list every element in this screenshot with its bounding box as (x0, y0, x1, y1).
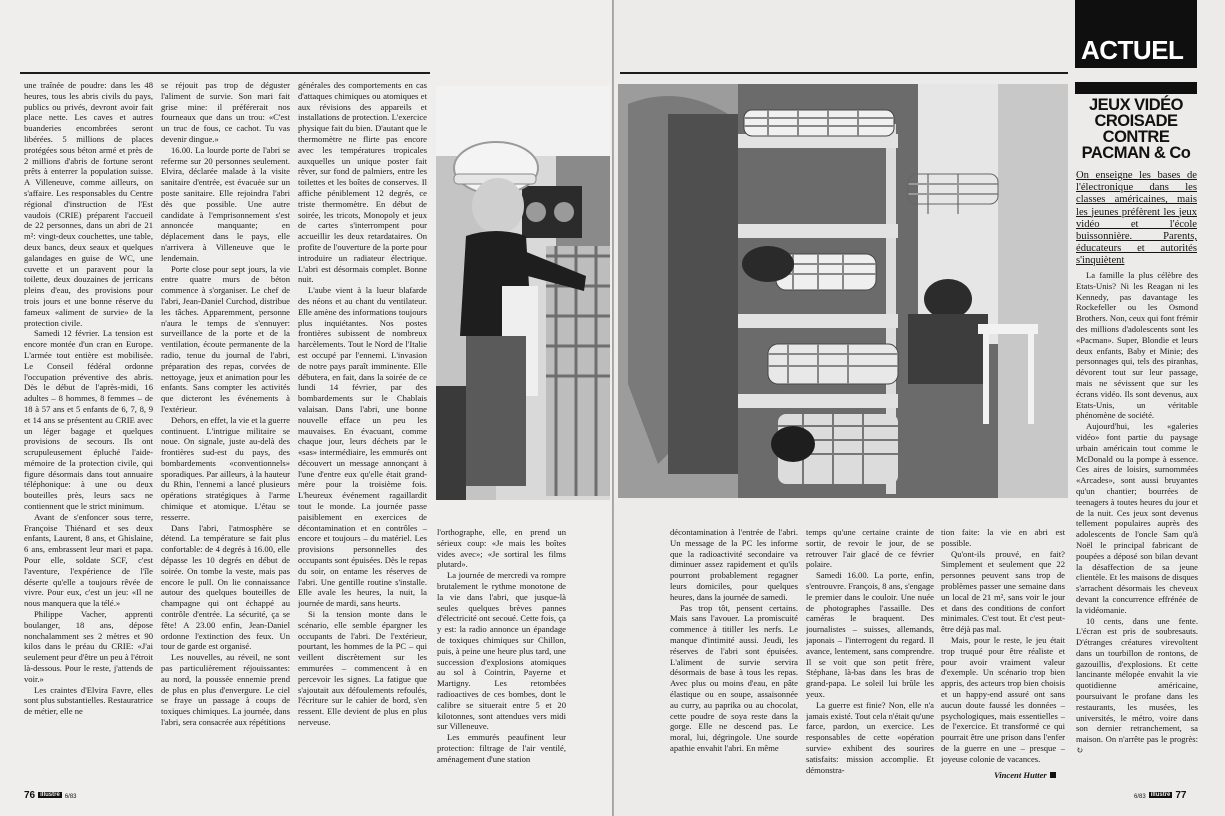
paragraph: Dehors, en effet, la vie et la guerre continuent. L'intrigue militaire se noue. On signale, juste au-delà des frontières sud-est du pays, des bombardements «conventionnels» sporadiques. Par ailleurs, à la hauteur du Rhin, l'ennemi a lancé plusieurs opérations stratégiques à l'arme chimique et atomique. L'étau se resserre. (161, 414, 290, 522)
paragraph: Dans l'abri, l'atmosphère se détend. La température se fait plus confortable: de 4 degrés à 16.00, elle dépasse les 10 degrés en début de soirée. On tombe la veste, mais pas encore le pull. On lie connaissance autour des quelques bouteilles de champagne qui ont échappé au contrôle d'entrée. La sécurité, ça se fête! A 23.00 enfin, Jean-Daniel ordonne l'extinction des feux. Un tour de garde est organisé. (161, 522, 290, 652)
paragraph: Les nouvelles, au réveil, ne sont pas particulièrement réjouissantes: au nord, la poussée ennemie prend de plus en plus d'envergure. Le ciel se fraye un passage à coups de toxiques chimiques. La journée, dans l'abri, sera consacrée aux répétitions (161, 652, 290, 728)
page-number: 77 (1175, 790, 1187, 801)
left-column-2 (161, 80, 290, 780)
magazine-logo: illustré (1150, 792, 1171, 799)
author-name: Vincent Hutter (994, 770, 1047, 780)
paragraph: temps qu'une certaine crainte de sortir, de revoir le jour, de se retrouver l'air glacé de ce février polaire. (806, 527, 934, 570)
paragraph: Porte close pour sept jours, la vie entre quatre murs de béton commence à s'organiser. Le chef de l'abri, Jean-Daniel Curchod, distribue les tâches. Apparemment, personne n'aura le temps de s'ennuyer: surveillance de la porte et de la ventilation, écoute permanente de la radio, tenue du journal de l'abri, préparation des repas, corvées de nettoyage, jeux et animation pour les enfants. Sans compter les activités que dicteront les événements à l'extérieur. (161, 263, 290, 414)
paragraph: Avant de s'enfoncer sous terre, Françoise Thiénard et ses deux enfants, Laurent, 8 ans, et Ghislaine, 6 ans, embrassent leur mari et papa. Pour elle, soldate SCF, c'est l'aventure, l'expérience de l'île déserte qu'elle a toujours rêvée de vivre. Pour eux, c'est un jeu: «Il ne nous manquera que la télé.» (24, 511, 153, 609)
top-rule (20, 72, 430, 74)
right-page (614, 0, 1225, 816)
right-column-3 (941, 527, 1065, 769)
paragraph: Samedi 16.00. La porte, enfin, s'entrouvre. François, 8 ans, s'engage le premier dans le couloir. Une nuée de photographes l'assaille. Des caméras le braquent. Des journalistes – suisses, allemands, japonais – l'interrogent du regard. Il avance, lentement, sans comprendre. Il se voit que son petit frère, Stéphane, là-bas dans les bras de grand-papa. Le soleil lui brûle les yeux. (806, 570, 934, 699)
right-column-2 (806, 527, 934, 777)
paragraph: La guerre est finie? Non, elle n'a jamais existé. Tout cela n'était qu'une farce, pardon, un exercice. Les responsables de cette «opération survie» exhibent des sourires satisfaits: mission accomplie. Et démonstra- (806, 699, 934, 775)
photo-child-with-helmet (436, 86, 610, 500)
paragraph: Qu'ont-ils prouvé, en fait? Simplement et seulement que 22 personnes peuvent sans trop de problèmes passer une semaine dans un local de 21 m², sans voir le jour et dans des conditions de confort minimales. C'est tout. Et c'est peut-être déjà pas mal. (941, 548, 1065, 635)
article-lead (1076, 170, 1197, 268)
paragraph: se réjouit pas trop de déguster l'aliment de survie. Son mari fait grise mine: il préférerait nos fourneaux que dans un trou: «C'est un truc de fous, ce cachot. Tu vas devenir dingue.» (161, 80, 290, 144)
section-bar (1075, 82, 1197, 94)
paragraph: L'aube vient à la lueur blafarde des néons et au chant du ventilateur. Elle amène des informations toujours plus inquiétantes. Nos postes frontières subissent de nombreux harcèlements. Tout le Nord de l'Italie est occupé par l'ennemi. L'invasion de notre pays paraît imminente. Elle débutera, en fait, dans la soirée de ce lundi 14 février, par des bombardements sur le Chablais valaisan. Dans l'abri, une bonne nouvelle efface un peu les mauvaises. En évacuant, comme chaque jour, leurs déchets par le «sas» intermédiaire, les emmurés ont découvert un message annonçant à l'une d'entre eux qu'elle était grand-mère pour la troisième fois. L'heureux événement ragaillardit tout le monde. La journée passe paisiblement en exercices de décontamination et en contrôles – encore et toujours – du matériel. Les provisions personnelles des occupants sont épuisées. Dès le repas du soir, on entame les réserves de l'abri. Une gentille routine s'installe. Elle avale les heures, la nuit, la journée de mardi, sans heurts. (298, 285, 427, 609)
paragraph: Les emmurés peaufinent leur protection: filtrage de l'air ventilé, aménagement d'une station (437, 732, 566, 764)
left-page (0, 0, 612, 816)
child-helmet-illustration (436, 86, 610, 500)
paragraph: 10 cents, dans une fente. L'écran est pris de soubresauts. D'étranges créatures virevoltent dans un tourbillon de rontons, de gazouillis, d'explosions. Et cette lancinante mélopée envahit la vie quotidienne américaine, poursuivant le profane dans les restaurants, les musées, les universités, le métro, voire dans son dernier retranchement, sa maison. On n'arrête pas le progrès: ↻ (1076, 615, 1198, 756)
issue-number: 6/83 (1134, 794, 1146, 800)
lead-text: On enseigne les bases de l'électronique dans les classes américaines, mais les jeunes préfèrent les jeux vidéo et l'école buissonnière. Parents, éducateurs et autorités s'inquiètent (1076, 170, 1197, 267)
paragraph: l'orthographe, elle, en prend un sérieux coup: «Je mais les boîtes vides avec»; «Je sortiral les films plutard». (437, 527, 566, 570)
right-folio (1134, 790, 1187, 801)
author-signature (994, 770, 1056, 780)
photo-bunk-beds (618, 84, 1068, 498)
paragraph: Mais, pour le reste, le jeu était trop truqué pour être réaliste et pour avoir vraiment valeur d'exemple. Un scénario trop bien appris, des acteurs trop bien choisis et un happy-end assuré ont sans aucun doute faussé les données – psychologiques, mais essentielles – de l'exercice. Et transformé ce qui pourrait être une prison dans l'enfer de la guerre en une – presque – joyeuse colonie de vacances. (941, 634, 1065, 764)
paragraph: La famille la plus célèbre des Etats-Unis? Ni les Reagan ni les Kennedy, pas davantage les Rockefeller ou les Osmond Brothers. Non, ceux qui font frémir des millions d'adolescents sont les «Pacman». Super, Blondie et leurs deux enfants, Baby et Minie; des personnages qui, tels des piranhas, dévorent tout sur leur passage, mais ne sévissent que sur les écrans vidéo. Ils sont devenus, aux Etats-Unis, un véritable phénomène de société. (1076, 270, 1198, 421)
bunk-beds-illustration (618, 84, 1068, 498)
paragraph: une traînée de poudre: dans les 48 heures, tous les abris civils du pays, publics ou privés, devront avoir fait place nette. Les caves et autres buanderies encombrées seront libérées. 5 millions de places protégées sous béton armé et près de 2 millions d'abris de fortune seront prêts à enterrer la population suisse. A Villeneuve, comme ailleurs, on s'affaire. Les responsables du Centre régional d'instruction de l'Est vaudois (CRIE) préparent l'accueil de 22 personnes, dans un abri de 21 m²: vingt-deux couchettes, une table, deux bancs, deux seaux et quelques galandages en guise de WC, une cuvette et un paravent pour la toilette, deux douzaines de jerricans pleins d'eau, des provisions pour trois jours et une bonne réserve du fameux «aliment de survie» de la protection civile. (24, 80, 153, 328)
paragraph: Philippe Vacher, apprenti boulanger, 18 ans, dépose nonchalamment ses 2 mètres et 90 kilos dans le préau du CRIE: «J'ai seulement peur d'être un peu à l'étroit là-dessous. Pour le reste, j'attends de voir.» (24, 609, 153, 684)
paragraph: générales des comportements en cas d'attaques chimiques ou atomiques et aux révisions des appareils et installations de protection. L'exercice physique fait du bien. D'autant que le thermomètre ne flirte pas encore avec les températures tropicales auxquelles un unique poster fait rêver, sur fond de palmiers, entre les toilettes et les boîtes de conserves. Il affiche péniblement 12 degrés, ce triste thermomètre. En début de soirée, les tricots, Monopoly et jeux de cartes s'interrompent pour accueillir les deux retardataires. On profite de l'ouverture de la porte pour introduire un radiateur électrique. L'abri est désormais complet. Bonne nuit. (298, 80, 427, 285)
paragraph: Si la tension monte dans le scénario, elle semble épargner les occupants de l'abri. De l'extérieur, pourtant, les hommes de la PC – qui veillent discrètement sur les emmurées – commencent à en percevoir les signes. La fatigue que s'ajoutait aux défoulements refoulés, l'écriture sur le cahier de bord, s'en ressent. Elle devient de plus en plus nerveuse. (298, 609, 427, 728)
paragraph: décontamination à l'entrée de l'abri. Un message de la PC les informe que la radioactivité secondaire va diminuer assez rapidement et qu'ils pourront probablement regagner leurs domiciles, pour quelques heures, dans la journée de samedi. (670, 527, 798, 602)
issue-number: 6/83 (64, 794, 77, 800)
right-column-1 (670, 527, 798, 777)
paragraph: Samedi 12 février. La tension est encore montée d'un cran en Europe. L'armée tout entière est mobilisée. Le Conseil fédéral ordonne l'occupation préventive des abris. Dès le début de l'après-midi, 16 adultes – 8 hommes, 8 femmes – de 18 à 57 ans et 5 enfants de 6, 7, 8, 9 et 14 ans se présentent au CRIE avec un léger bagage et quelques provisions de secours. Ils ont scrupuleusement épluché l'aide-mémoire de la protection civile, qui figure désormais dans tout annuaire téléphonique: à une ou deux bouteilles près, leurs sacs ne contiennent que le strict minimum. (24, 328, 153, 512)
left-folio (24, 790, 77, 801)
magazine-logo: illustré (40, 792, 60, 799)
paragraph: Aujourd'hui, les «galeries vidéo» font partie du paysage urbain américain tout comme le McDonald ou la pompe à essence. Ces aires de loisirs, surnommées «Arcades», sont aussi bruyantes qu'un chantier; bourrées de teenagers à toutes heures du jour et de la nuit. Ces jeux sont devenus tellement populaires auprès des adolescents de l'oncle Sam qu'à Noël le principal fabricant de poupées a déposé son bilan devant la désaffection de sa jeune clientèle. Et les maisons de disques s'arrachent désormais les cheveux devant la concurrence effrénée de la vidéomanie. (1076, 421, 1198, 615)
paragraph: 16.00. La lourde porte de l'abri se referme sur 20 personnes seulement. Elvira, déclarée malade à la visite sanitaire d'entrée, est évacuée sur un poste sanitaire. Elle rejoindra l'abri dès que possible. Une autre candidate à l'emprisonnement s'est annoncée manquante; en déplacement dans le pays, elle n'arrivera à Villeneuve que le lendemain. (161, 144, 290, 263)
page-number: 76 (24, 790, 36, 801)
top-rule (620, 72, 1068, 74)
paragraph: Les craintes d'Elvira Favre, elles sont plus substantielles. Restauratrice de métier, elle ne (24, 684, 153, 717)
end-mark-icon (1050, 772, 1056, 778)
paragraph: Pas trop tôt, pensent certains. Mais sans l'avouer. La promiscuité commence à titiller les nerfs. Le manque d'intimité aussi. Jeudi, les réserves de l'abri sont épuisées. L'aliment de survie servira désormais de base à tous les repas. Avec plus ou moins d'eau, en pâte élastique ou en soupe, assaisonnée au curry, au paprika ou au chocolat, cette poudre de soya reste dans la gorge. Elle ne descend pas. Le moral, lui, dégringole. Une sourde apathie envahit l'abri. En même (670, 602, 798, 753)
side-column (1076, 270, 1198, 780)
left-column-3 (298, 80, 427, 780)
article-title: JEUX VIDÉO CROISADE CONTRE PACMAN & Co (1081, 96, 1191, 162)
left-column-4 (437, 527, 566, 777)
left-column-1 (24, 80, 153, 780)
paragraph: La journée de mercredi va rompre brutalement le rythme monotone de la vie dans l'abri, que jusque-là seules quelques brèves pannes d'électricité ont secoué. Cette fois, ça y est: la radio annonce un épandage de toxiques chimiques sur Chillon, puis, à peine une heure plus tard, une succession d'explosions atomiques au sol à Cointrin, Payerne et Martigny. Les retombées radioactives de ces bombes, dont le calibre se situerait entre 5 et 20 kilotonnes, sont attendues vers midi sur Villeneuve. (437, 570, 566, 732)
section-header-actuel: ACTUEL (1075, 0, 1197, 68)
paragraph: tion faite: la vie en abri est possible. (941, 527, 1065, 548)
